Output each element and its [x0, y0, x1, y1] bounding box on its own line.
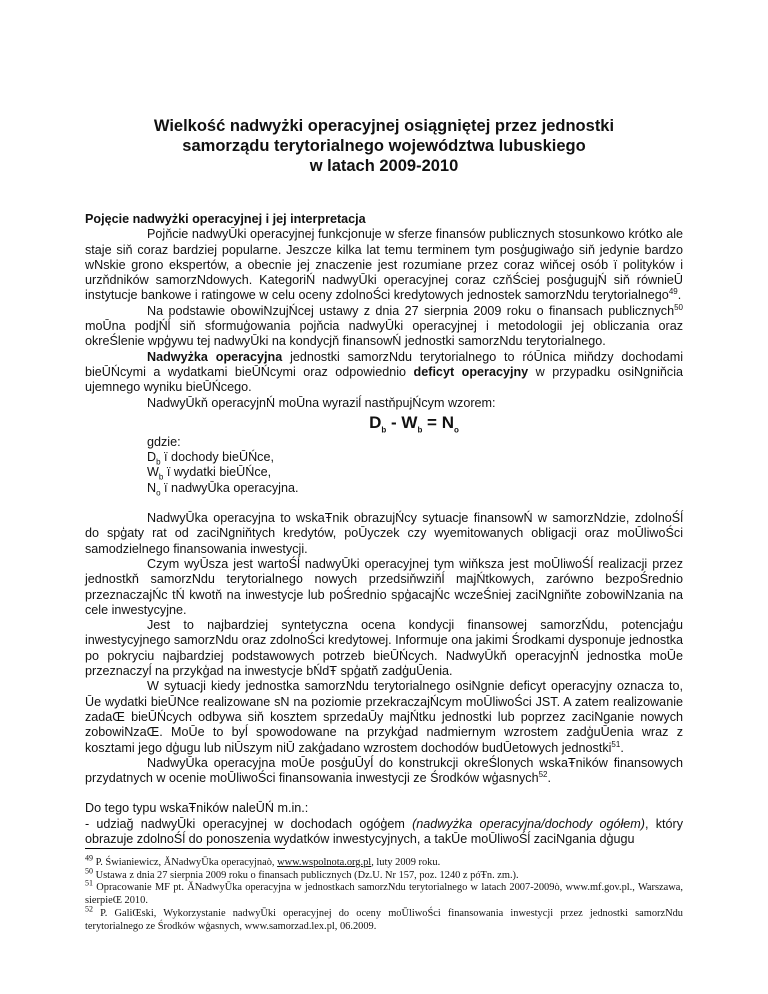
footnote-51 — [85, 878, 683, 907]
spacer — [85, 496, 683, 511]
legend-item-d — [147, 450, 683, 465]
footnote-ref-52[interactable]: 52 — [538, 769, 548, 779]
legend-symbol: D — [147, 450, 157, 465]
formula-d-sub: b — [381, 425, 387, 435]
spacer — [85, 786, 683, 801]
formula-d: D — [369, 412, 382, 432]
legend-symbol: W — [147, 465, 159, 480]
legend-intro: gdzie: — [147, 434, 181, 449]
formula-n: N — [441, 412, 454, 432]
list-item-surplus-share — [85, 817, 683, 848]
paragraph-text: Na podstawie obowiNzujŃcej ustawy z dnia 27 sierpnia 2009 roku o finansach publicznych — [147, 303, 675, 318]
list-text: - udziağ nadwyŪki operacyjnej w dochodach ogóģem — [85, 816, 413, 831]
footnotes — [85, 853, 683, 933]
punctuation: . — [677, 288, 682, 303]
footnote-number: 52 — [85, 904, 93, 914]
formula-w: W — [401, 412, 418, 432]
paragraph-text: Pojňcie nadwyŪki operacyjnej funkcjonuje w sferze finansów publicznych stosunkowo krótko ale staje siň coraz bardziej popularne. Jeszcze kilka lat temu terminem tym posģugiwaģo siň jedynie bardzo wNskie grono ekspertów, a obecnie jej znaczenie jest rozumiane przez coraz wiňcej osób ï polityków i urzňdników samorzNdowych. KategoriŃ nadwyŪki operacyjnej coraz czňŚciej posģugujŃ siň równieŪ instytucje bankowe i ratingowe w celu oceny zdolnoŚci kredytowych jednostek samorzNdu terytorialnego — [85, 227, 683, 303]
punctuation: . — [547, 771, 551, 786]
formula-inline-italic: (nadwyżka operacyjna/dochody ogółem) — [412, 816, 645, 831]
legend-text: ï dochody bieŪŃce, — [160, 450, 274, 465]
footnote-52 — [85, 904, 683, 933]
footnote-text: Opracowanie MF pt. ĂNadwyŪka operacyjna w jednostkach samorzNdu terytorialnego w latach 2007-2009ò, www.mf.gov.pl., Warszawa, sierpieŒ 2010. — [85, 882, 683, 907]
paragraph-text: W sytuacji kiedy jednostka samorzNdu terytorialnego osiNgnie deficyt operacyjny oznacza to, Ūe wydatki bieŪNce realizowane sN na poziomie przekraczajŃcym moŪliwoŚci JST. A zatem realizowanie zadaŒ bieŪŃcych odbywa siň kosztem sprzedaŪy majŃtku jednostki lub poprzez zaciNganie nowych zobowiNzaŒ. MoŪe to byĺ spowodowane na przykģad nadmiernym wzrostem zadģuŪenia wraz z kosztami jego dģugu lub niŪszym niŪ zakģadano wzrostem dochodów budŪetowych jednostki — [85, 679, 683, 755]
document-title — [100, 116, 668, 176]
footnote-number: 49 — [85, 853, 93, 863]
paragraph-legal-basis — [85, 304, 683, 350]
paragraph-text: w przypadku osiNgniňcia ujemnego wyniku bieŪŃcego. — [85, 364, 683, 395]
paragraph-formula-intro: NadwyŪkň operacyjnŃ moŪna wyraziĺ nastňpujŃcym wzorem: — [147, 395, 496, 410]
formula-equals: = — [422, 412, 442, 432]
term-nadwyzka-operacyjna: Nadwyżka operacyjna — [147, 349, 283, 364]
term-deficyt-operacyjny: deficyt operacyjny — [413, 364, 529, 379]
footnote-text: P. Świaniewicz, ĂNadwyŪka operacyjnaò, — [93, 857, 278, 868]
paragraph-indicators-list-intro: Do tego typu wskaŦników naleŪŃ m.in.: — [85, 801, 309, 816]
legend-symbol: N — [147, 480, 157, 495]
formula-n-sub: o — [453, 425, 459, 435]
footnote-number: 51 — [85, 878, 93, 888]
footnote-link[interactable]: www.wspolnota.org.pl — [277, 857, 372, 868]
paragraph-deficit — [85, 679, 683, 755]
title-line-1: Wielkość nadwyżki operacyjnej osiągniętej przez jednostki — [153, 117, 615, 135]
formula — [145, 412, 683, 434]
list-text: , który obrazuje zdolnoŚĺ do ponoszenia wydatków inwestycyjnych, a takŪe moŪliwoŚĺ zaciNgania dģugu — [85, 816, 683, 846]
punctuation: . — [620, 740, 624, 755]
footnote-number: 50 — [85, 866, 93, 876]
legend-text: ï wydatki bieŪŃce, — [163, 465, 272, 480]
title-line-3: w latach 2009-2010 — [309, 157, 459, 175]
paragraph-text: NadwyŪka operacyjna moŪe posģuŪyĺ do konstrukcji okreŚlonych wskaŦników finansowych przydatnych w ocenie moŪliwoŚci finansowania inwestycji ze Środków wģasnych — [85, 755, 683, 786]
paragraph-definition-intro — [85, 227, 683, 303]
legend-subscript: b — [156, 457, 161, 467]
formula-w-sub: b — [417, 425, 423, 435]
footnote-ref-50[interactable]: 50 — [674, 302, 683, 312]
legend-item-n — [147, 481, 683, 496]
footnote-50 — [85, 866, 683, 883]
formula-minus: - — [386, 412, 402, 432]
footnote-text: Ustawa z dnia 27 sierpnia 2009 roku o finansach publicznych (Dz.U. Nr 157, poz. 1240 z póŦn. zm.). — [93, 869, 519, 881]
formula-legend — [147, 435, 683, 496]
legend-subscript: o — [156, 488, 161, 498]
document-body — [85, 212, 683, 847]
paragraph-indicator: NadwyŪka operacyjna to wskaŦnik obrazujŃcy sytuacje finansowŃ w samorzNdzie, zdolnoŚĺ do spģaty rat od zaciNgniňtych kredytów, poŪyczek czy wyemitowanych obligacji oraz moŪliwoŚci samodzielnego finansowania inwestycji. — [85, 511, 683, 556]
paragraph-text: moŪna podjŃĺ siň sformuģowania pojňcia nadwyŪki operacyjnej i metodologii jej obliczania oraz okreŚlenie wpģywu tej nadwyŪki na kondycjň finansowŃ jednostki samorzNdu terytorialnego. — [85, 319, 683, 349]
title-line-2: samorządu terytorialnego województwa lubuskiego — [182, 137, 586, 155]
paragraph-text: jednostki samorzNdu terytorialnego to róŪnica miňdzy dochodami bieŪŃcymi a wydatkami bieŪŃcymi oraz odpowiednio — [85, 349, 683, 379]
footnote-ref-51[interactable]: 51 — [611, 739, 621, 749]
footnote-49 — [85, 853, 683, 870]
legend-item-w — [147, 465, 683, 480]
footnote-text: P. GaliŒski, Wykorzystanie nadwyŪki operacyjnej do oceny moŪliwoŚci finansowania inwestycji przez jednostki samorzNdu terytorialnego ze Środków wģasnych, www.samorzad.lex.pl, 06.2009. — [85, 907, 683, 932]
paragraph-synthetic-assessment: Jest to najbardziej syntetyczna ocena kondycji finansowej samorzŃdu, potencjaģu inwestycyjnego samorzNdu oraz zdolnoŚci kredytowej. Informuje ona jakimi Środkami dysponuje jednostka po pokryciu najbardziej podstawowych potrzeb bieŪŃcych. NadwyŪkň operacyjnŃ jednostka moŪe przeznaczyĺ na przykģad na inwestycje bŃdŦ spģatň zadģuŪenia. — [85, 618, 683, 679]
legend-text: ï nadwyŪka operacyjna. — [160, 480, 299, 495]
paragraph-definition — [85, 350, 683, 396]
legend-subscript: b — [158, 472, 164, 482]
footnote-ref-49[interactable]: 49 — [668, 287, 678, 297]
section-heading: Pojęcie nadwyżki operacyjnej i jej interpretacja — [85, 212, 366, 226]
paragraph-higher-value: Czym wyŪsza jest wartoŚĺ nadwyŪki operacyjnej tym wiňksza jest moŪliwoŚĺ realizacji przez jednostkň samorzNdu terytorialnego nowych przedsiňwziňĺ majŃtkowych, zarówno bezpoŚrednio przeznaczajŃc tŃ kwotň na inwestycje lub poŚrednio spģacajŃc wczeŚniej zaciNgniňte zobowiNzania na cele inwestycyjne. — [85, 556, 683, 617]
paragraph-indicators-use — [85, 756, 683, 787]
footnote-text: , luty 2009 roku. — [371, 857, 441, 868]
footnote-separator — [85, 848, 285, 849]
